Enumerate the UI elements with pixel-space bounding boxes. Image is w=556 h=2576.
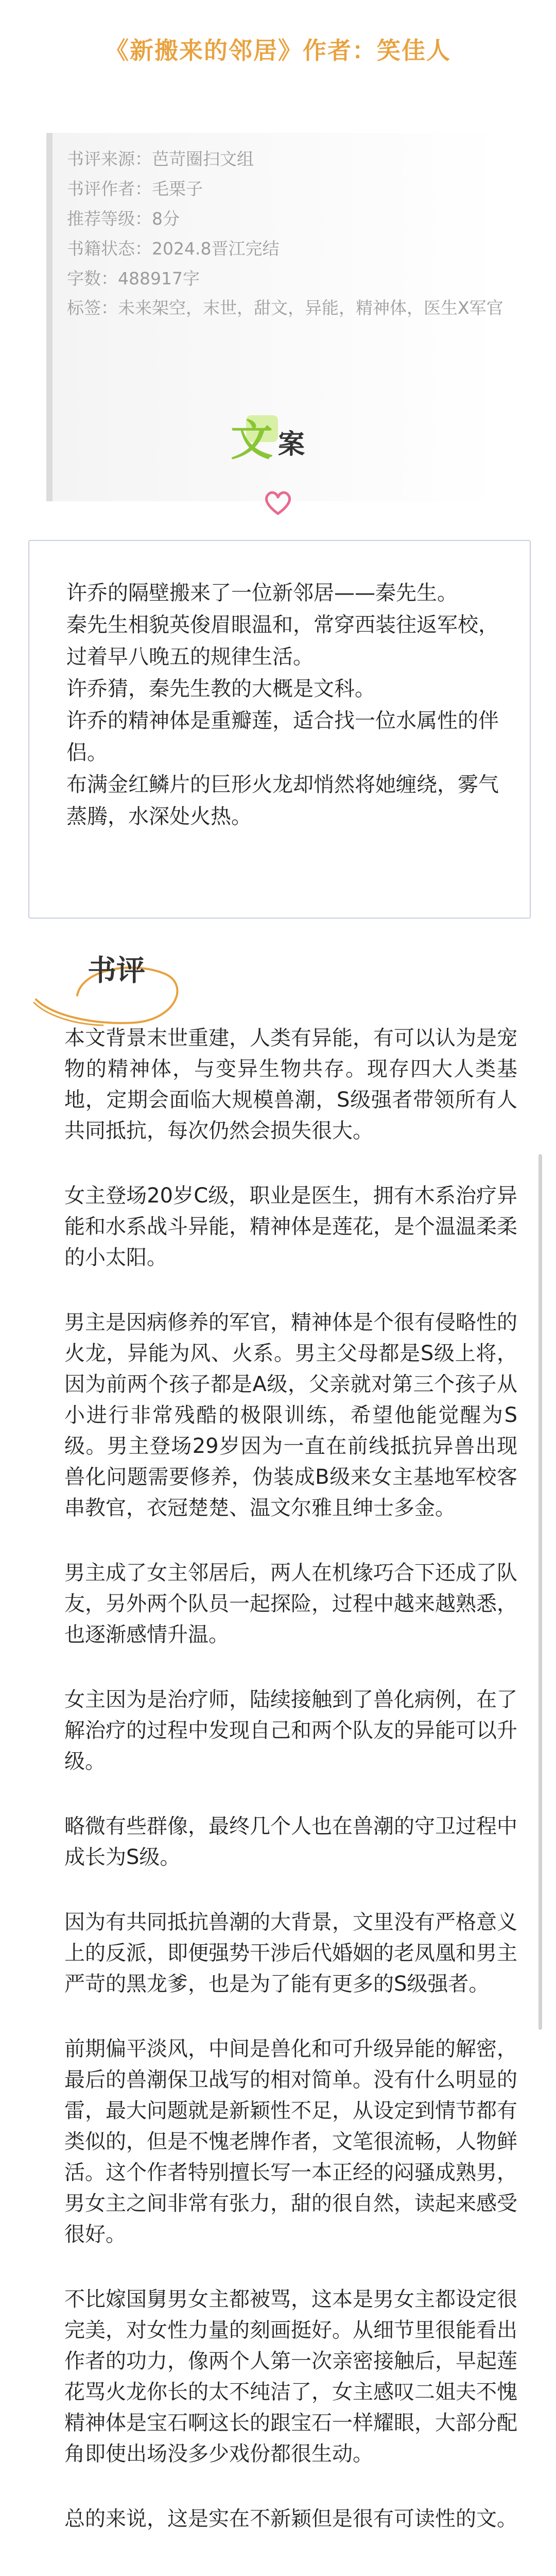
heart-icon [263, 487, 293, 518]
page-title: 《新搬来的邻居》作者：笑佳人 [105, 37, 451, 64]
review-paragraph: 女主因为是治疗师，陆续接触到了兽化病例，在了解治疗的过程中发现自己和两个队友的异能可以升级。 [64, 1688, 517, 1773]
synopsis-line: 许乔的隔壁搬来了一位新邻居——秦先生。 [66, 581, 458, 605]
wenan-heading-wen: 文 [231, 416, 273, 465]
synopsis-line: 许乔猜，秦先生教的大概是文科。 [66, 677, 375, 701]
review-heading: 书评 [88, 954, 145, 988]
review-paragraph: 前期偏平淡风，中间是兽化和可升级异能的解密，最后的兽潮保卫战写的相对简单。没有什么明显的雷，最大问题就是新颖性不足，从设定到情节都有类似的，但是不愧老牌作者，文笔很流畅，人物鲜活。这个作者特别擅长写一本正经的闷骚成熟男，男女主之间非常有张力，甜的很自然，读起来感受很好。 [64, 2037, 517, 2246]
info-source: 书评来源：芭苛圈扫文组 [67, 149, 254, 169]
review-paragraph: 男主成了女主邻居后，两人在机缘巧合下还成了队友，另外两个队员一起探险，过程中越来越熟悉，也逐渐感情升温。 [64, 1561, 517, 1647]
review-paragraph: 女主登场20岁C级，职业是医生，拥有木系治疗异能和水系战斗异能，精神体是莲花，是个温温柔柔的小太阳。 [64, 1184, 517, 1269]
synopsis-line: 秦先生相貌英俊眉眼温和，常穿西装往返军校，过着早八晚五的规律生活。 [66, 613, 499, 669]
info-tags: 标签：未来架空，末世，甜文，异能，精神体，医生X军官 [67, 298, 503, 318]
wenan-heading [0, 407, 556, 474]
info-status: 书籍状态：2024.8晋江完结 [67, 239, 280, 259]
synopsis-line: 许乔的精神体是重瓣莲，适合找一位水属性的伴侣。 [66, 709, 499, 765]
review-paragraph: 因为有共同抵抗兽潮的大背景，文里没有严格意义上的反派，即便强势干涉后代婚姻的老凤凰和男主严苛的黑龙爹，也是为了能有更多的S级强者。 [64, 1910, 517, 1996]
info-author: 书评作者：毛栗子 [67, 179, 203, 199]
review-paragraph: 不比嫁国舅男女主都被骂，这本是男女主都设定很完美，对女性力量的刻画挺好。从细节里很能看出作者的功力，像两个人第一次亲密接触后，早起莲花骂火龙你长的太不纯洁了，女主感叹二姐夫不愧精神体是宝石啊这长的跟宝石一样耀眼，大部分配角即使出场没多少戏份都很生动。 [64, 2287, 517, 2466]
info-wordcount: 字数：488917字 [67, 268, 200, 289]
review-paragraph: 略微有些群像，最终几个人也在兽潮的守卫过程中成长为S级。 [64, 1815, 517, 1869]
scrollbar[interactable] [538, 1154, 542, 2030]
review-body [64, 1023, 517, 2568]
synopsis-line: 布满金红鳞片的巨形火龙却悄然将她缠绕，雾气蒸腾，水深处火热。 [66, 773, 499, 828]
wenan-heading-an: 案 [278, 429, 305, 460]
synopsis-box [28, 540, 531, 919]
review-paragraph: 男主是因病修养的军官，精神体是个很有侵略性的火龙，异能为风、火系。男主父母都是S级上将，因为前两个孩子都是A级，父亲就对第三个孩子从小进行非常残酷的极限训练，希望他能觉醒为S级。男主登场29岁因为一直在前线抵抗异兽出现兽化问题需要修养，伪装成B级来女主基地军校客串教官，衣冠楚楚、温文尔雅且绅士多金。 [64, 1311, 517, 1520]
review-paragraph: 本文背景末世重建，人类有异能，有可以认为是宠物的精神体，与变异生物共存。现存四大人类基地，定期会面临大规模兽潮，S级强者带领所有人共同抵抗，每次仍然会损失很大。 [64, 1026, 517, 1143]
info-rating: 推荐等级：8分 [67, 209, 180, 229]
review-paragraph: 总的来说，这是实在不新颖但是很有可读性的文。 [64, 2507, 517, 2531]
